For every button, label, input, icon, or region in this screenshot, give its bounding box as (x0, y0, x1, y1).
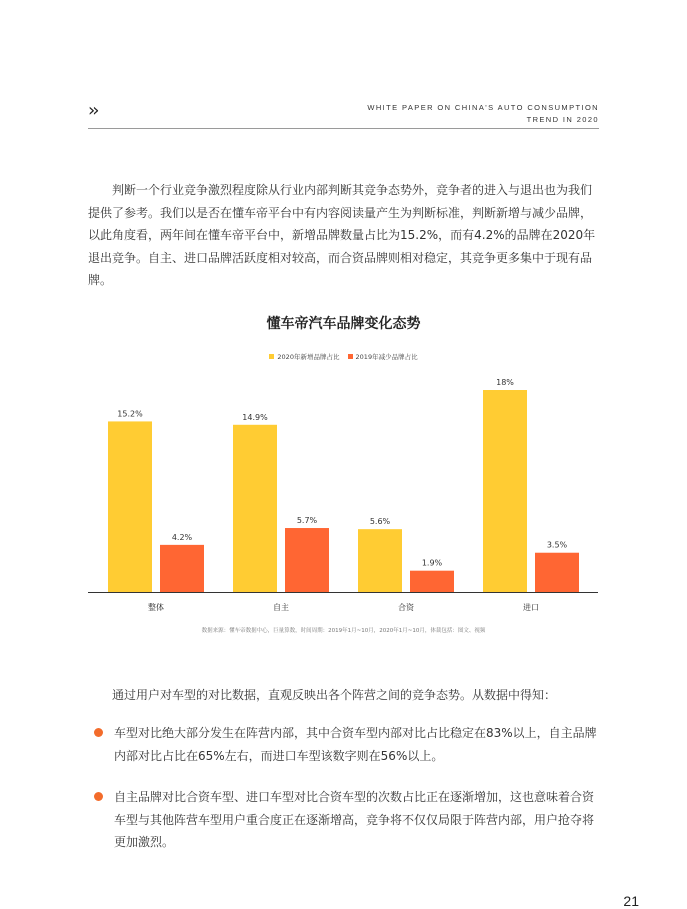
bar-new-3 (483, 390, 527, 592)
bar-reduced-3 (535, 553, 579, 592)
bar-reduced-0 (160, 545, 204, 592)
legend-label-reduced: 2019年减少品牌占比 (355, 353, 418, 361)
bullet-item (88, 722, 600, 767)
data-label-new-1: 14.9% (242, 412, 268, 422)
chart-title: 懂车帝汽车品牌变化态势 (266, 316, 421, 332)
double-chevron-right-icon: ›› (88, 100, 97, 121)
x-tick-label-2: 合资 (398, 603, 414, 612)
data-label-new-0: 15.2% (117, 409, 143, 419)
bar-new-1 (233, 425, 277, 592)
bullet-text: 车型对比绝大部分发生在阵营内部，其中合资车型内部对比占比稳定在83%以上，自主品牌内部对比占比在65%左右，而进口车型该数字则在56%以上。 (114, 726, 597, 763)
bar-new-0 (108, 421, 152, 592)
legend-label-new: 2020年新增品牌占比 (277, 353, 340, 361)
bullet-dot-icon (94, 792, 103, 801)
x-tick-label-1: 自主 (273, 603, 289, 612)
page-number: 21 (623, 893, 639, 909)
bullet-dot-icon (94, 728, 103, 737)
data-label-reduced-3: 3.5% (546, 540, 568, 550)
header-title-line2: TREND IN 2020 (526, 115, 599, 124)
analysis-intro: 通过用户对车型的对比数据，直观反映出各个阵营之间的竞争态势。从数据中得知： (112, 688, 557, 702)
bullet-text: 自主品牌对比合资车型、进口车型对比合资车型的次数占比正在逐渐增加，这也意味着合资车型与其他阵营车型用户重合度正在逐渐增高，竞争将不仅仅局限于阵营内部，用户抢夺将更加激烈。 (114, 790, 595, 849)
data-label-new-2: 5.6% (369, 517, 391, 527)
bar-new-2 (358, 529, 402, 592)
source-note: 数据来源：懂车帝数据中心，巨量算数，时间周期：2019年1月~10月，2020年1月~10月，体裁包括：图文、视频 (201, 628, 486, 634)
data-label-reduced-2: 1.9% (421, 558, 443, 568)
intro-paragraph: 判断一个行业竞争激烈程度除从行业内部判断其竞争态势外，竞争者的进入与退出也为我们提供了参考。我们以是否在懂车帝平台中有内容阅读量产生为判断标准，判断新增与减少品牌，以此角度看，两年间在懂车帝平台中，新增品牌数量占比为15.2%，而有4.2%的品牌在2020年退出竞争。自主、进口品牌活跃度相对较高，而合资品牌则相对稳定，其竞争更多集中于现有品牌。 (88, 183, 596, 287)
bar-reduced-1 (285, 528, 329, 592)
bullet-item (88, 786, 600, 854)
x-tick-label-0: 整体 (148, 603, 164, 612)
x-tick-label-3: 进口 (523, 603, 539, 612)
data-label-reduced-1: 5.7% (296, 516, 318, 526)
data-label-reduced-0: 4.2% (171, 532, 193, 542)
header-title-line1: WHITE PAPER ON CHINA'S AUTO CONSUMPTION (367, 103, 599, 112)
data-label-new-3: 18% (496, 378, 514, 387)
bar-reduced-2 (410, 571, 454, 592)
